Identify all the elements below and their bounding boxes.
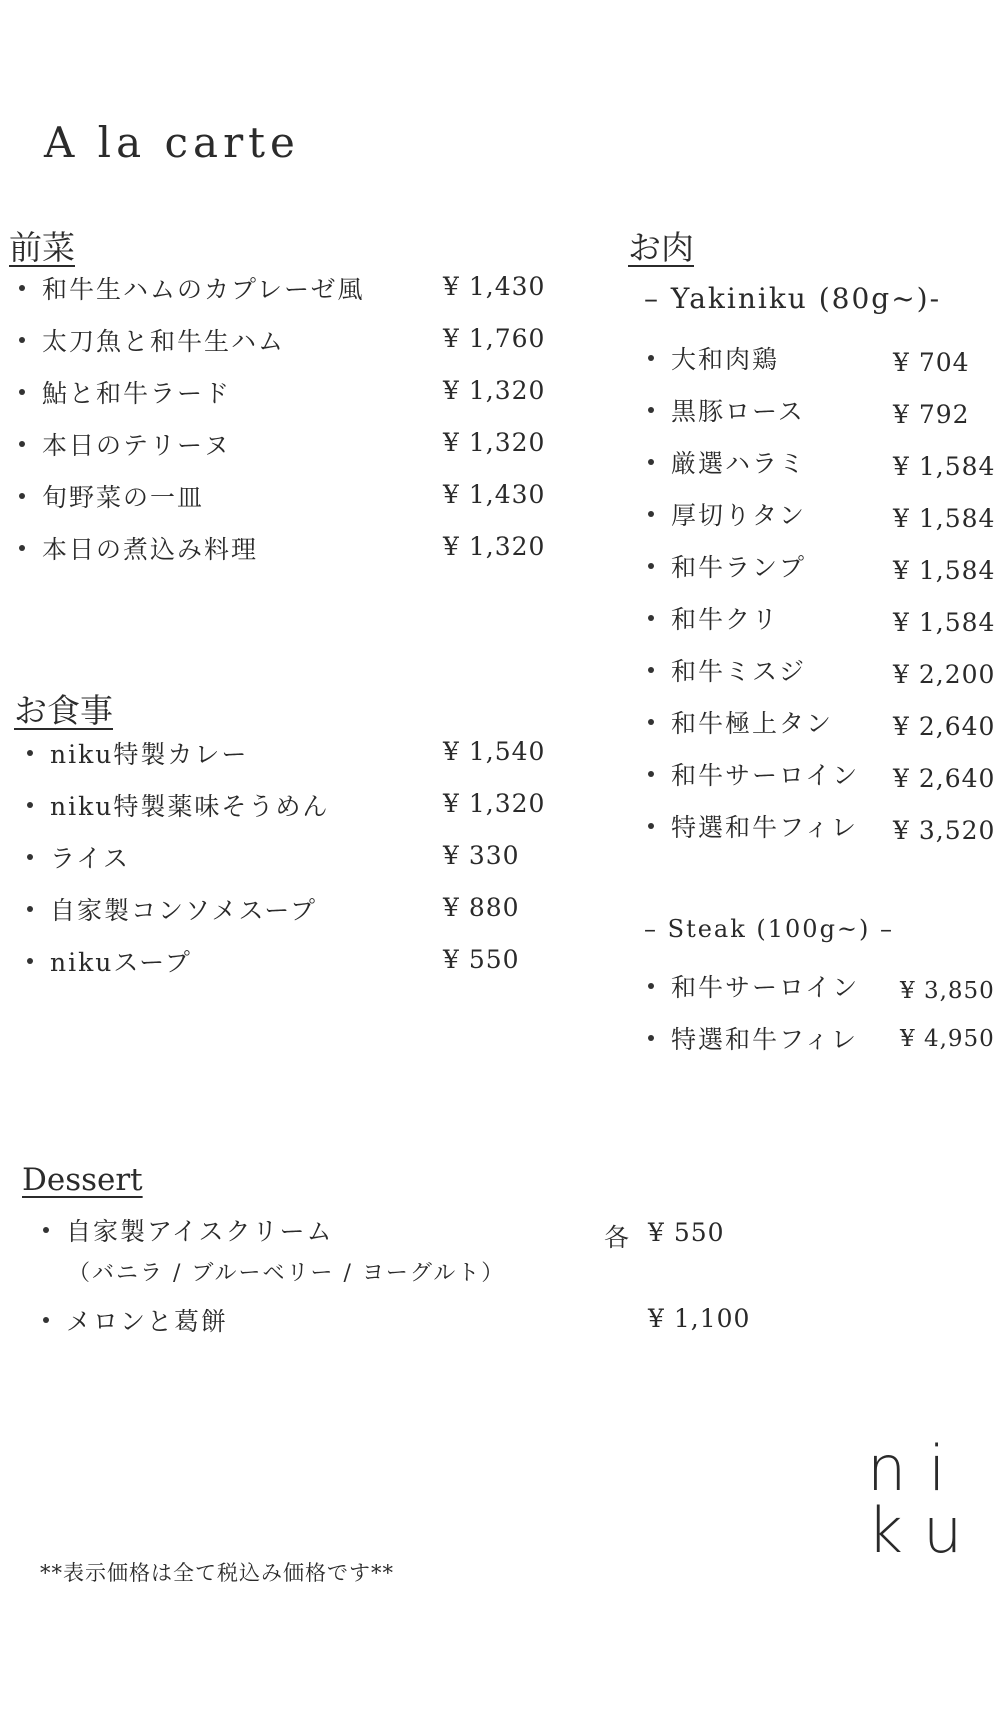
item-price: ¥ 704 — [893, 348, 970, 377]
logo-line-2: ku — [867, 1494, 985, 1567]
bullet-icon — [648, 511, 654, 517]
menu-item — [27, 735, 248, 771]
menu-item — [648, 444, 806, 480]
item-name: niku特製カレー — [50, 740, 249, 769]
item-price: ¥ 1,320 — [443, 789, 546, 818]
item-name: 大和肉鶏 — [671, 345, 780, 374]
item-price: ¥ 550 — [443, 945, 520, 974]
yakiniku-label: – Yakiniku (80g~)- — [644, 282, 942, 315]
menu-item — [648, 968, 859, 1004]
meat-heading: お肉 — [628, 228, 694, 267]
item-price: ¥ 1,584 — [893, 556, 996, 585]
item-price: ¥ 1,584 — [893, 608, 996, 637]
bullet-icon — [43, 1227, 49, 1233]
item-name: 鮎と和牛ラード — [42, 379, 232, 408]
menu-item — [648, 600, 779, 636]
bullet-icon — [648, 667, 654, 673]
item-name: 特選和牛フィレ — [671, 1025, 859, 1054]
item-name: 厳選ハラミ — [671, 449, 807, 478]
bullet-icon — [648, 1035, 654, 1041]
item-price: ¥ 550 — [648, 1218, 725, 1247]
menu-item — [27, 839, 130, 875]
menu-item — [19, 374, 231, 410]
menu-item — [19, 478, 204, 514]
menu-item — [648, 808, 858, 844]
menu-item — [19, 322, 285, 358]
bullet-icon — [27, 906, 33, 912]
bullet-icon — [648, 823, 654, 829]
item-name: 和牛ランプ — [671, 553, 807, 582]
item-name: 和牛極上タン — [671, 709, 834, 738]
item-name: 自家製アイスクリーム — [66, 1217, 334, 1246]
item-price: ¥ 1,540 — [443, 737, 546, 766]
menu-item — [648, 1020, 858, 1056]
item-price: ¥ 2,640 — [893, 764, 996, 793]
item-price-prefix: 各 — [604, 1223, 631, 1252]
dessert-heading: Dessert — [22, 1162, 143, 1198]
bullet-icon — [648, 459, 654, 465]
item-name: 本日の煮込み料理 — [42, 535, 259, 564]
item-price: ¥ 3,520 — [893, 816, 996, 845]
item-name: メロンと葛餅 — [66, 1307, 229, 1336]
bullet-icon — [19, 285, 25, 291]
item-price: ¥ 792 — [893, 400, 970, 429]
bullet-icon — [648, 407, 654, 413]
item-price: ¥ 880 — [443, 893, 520, 922]
item-name: niku特製薬味そうめん — [50, 792, 330, 821]
bullet-icon — [27, 854, 33, 860]
bullet-icon — [27, 750, 33, 756]
item-price: ¥ 1,430 — [443, 480, 546, 509]
item-price: ¥ 1,584 — [893, 504, 996, 533]
bullet-icon — [19, 493, 25, 499]
item-name: 和牛サーロイン — [671, 973, 860, 1002]
meals-heading: お食事 — [14, 691, 113, 730]
bullet-icon — [648, 983, 654, 989]
item-price: ¥ 1,760 — [443, 324, 546, 353]
item-name: 厚切りタン — [671, 501, 807, 530]
item-name: ライス — [50, 844, 131, 873]
bullet-icon — [19, 545, 25, 551]
menu-item — [648, 756, 859, 792]
item-name: nikuスープ — [50, 948, 192, 977]
bullet-icon — [43, 1317, 49, 1323]
item-name: 和牛サーロイン — [671, 761, 860, 790]
menu-item — [648, 340, 779, 376]
menu-item — [19, 530, 258, 566]
item-price: ¥ 2,640 — [893, 712, 996, 741]
item-name: 黒豚ロース — [671, 397, 805, 426]
bullet-icon — [648, 719, 654, 725]
item-name: 本日のテリーヌ — [42, 431, 232, 460]
menu-item — [27, 787, 329, 823]
bullet-icon — [19, 389, 25, 395]
item-price: ¥ 1,320 — [443, 376, 546, 405]
item-note: （バニラ / ブルーベリー / ヨーグルト） — [68, 1261, 506, 1286]
item-name: 和牛クリ — [671, 605, 780, 634]
menu-item — [27, 943, 192, 979]
menu-item — [43, 1212, 334, 1248]
bullet-icon — [648, 771, 654, 777]
bullet-icon — [19, 441, 25, 447]
bullet-icon — [27, 958, 33, 964]
menu-item — [648, 392, 805, 428]
item-price: ¥ 1,320 — [443, 428, 546, 457]
item-price: ¥ 1,320 — [443, 532, 546, 561]
item-price: ¥ 1,584 — [893, 452, 996, 481]
item-price: ¥ 1,100 — [648, 1304, 751, 1333]
menu-item — [19, 426, 231, 462]
item-price: ¥ 330 — [443, 841, 520, 870]
bullet-icon — [27, 802, 33, 808]
item-name: 特選和牛フィレ — [671, 813, 859, 842]
menu-item — [27, 891, 317, 927]
logo-line-1: ni — [867, 1432, 968, 1505]
item-name: 旬野菜の一皿 — [42, 483, 205, 512]
bullet-icon — [648, 563, 654, 569]
menu-item — [19, 270, 365, 306]
item-name: 和牛生ハムのカプレーゼ風 — [42, 275, 365, 304]
tax-footnote: **表示価格は全て税込み価格です** — [40, 1561, 394, 1585]
bullet-icon — [648, 355, 654, 361]
item-name: 太刀魚と和牛生ハム — [42, 327, 286, 356]
menu-item — [648, 652, 806, 688]
item-price: ¥ 1,430 — [443, 272, 546, 301]
item-name: 和牛ミスジ — [671, 657, 807, 686]
menu-item — [648, 548, 806, 584]
menu-item — [648, 496, 806, 532]
niku-logo — [867, 1432, 985, 1567]
appetizers-heading: 前菜 — [9, 228, 75, 267]
page-title: A la carte — [44, 118, 300, 167]
menu-item — [648, 704, 833, 740]
item-name: 自家製コンソメスープ — [50, 896, 318, 925]
bullet-icon — [19, 337, 25, 343]
item-price: ¥ 2,200 — [893, 660, 996, 689]
item-price: ¥ 3,850 — [900, 978, 995, 1004]
steak-label: – Steak (100g~) – — [644, 915, 895, 943]
bullet-icon — [648, 615, 654, 621]
menu-item — [43, 1302, 228, 1338]
item-price: ¥ 4,950 — [900, 1026, 995, 1052]
